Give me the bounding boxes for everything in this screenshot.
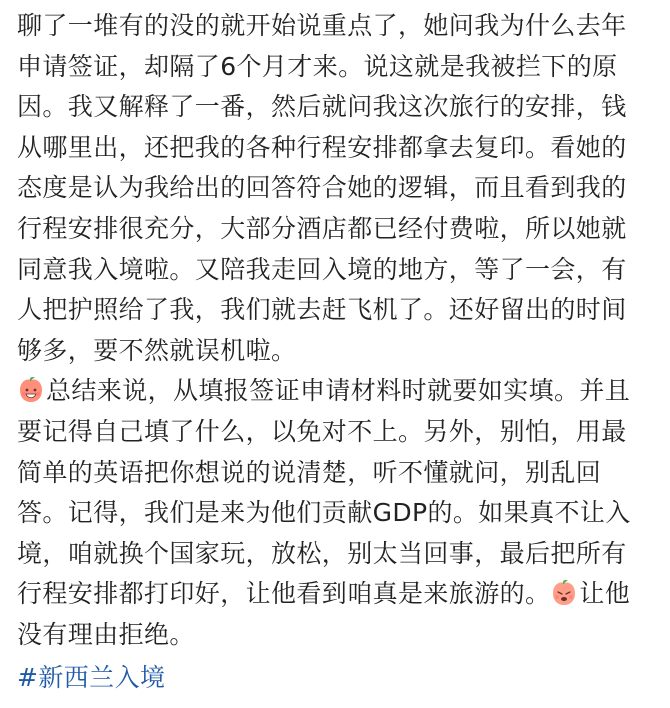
- summary-emoji-line: [17, 574, 657, 615]
- summary-text-line: 境，咱就换个国家玩，放松，别太当回事，最后把所有: [17, 538, 627, 568]
- post-text-line: 申请签证，却隔了6个月才来。说这就是我被拦下的原: [17, 51, 618, 81]
- summary-text: 总结来说，从填报签证申请材料时就要如实填。并且: [46, 376, 631, 406]
- peach-face-emoji-icon: [550, 579, 578, 607]
- peach-face-emoji-icon: [17, 376, 45, 404]
- summary-text-line: 简单的英语把你想说的说清楚，听不懂就问，别乱回: [17, 457, 602, 487]
- summary-text-line: 答。记得，我们是来为他们贡献GDP的。如果真不让入: [17, 498, 631, 528]
- hashtag-link[interactable]: #新西兰入境: [17, 662, 166, 692]
- post-text-line: 够多，要不然就误机啦。: [17, 335, 297, 365]
- post-text-line: 因。我又解释了一番，然后就问我这次旅行的安排，钱: [17, 92, 627, 122]
- post-body: [17, 6, 657, 698]
- post-text-line: 态度是认为我给出的回答符合她的逻辑，而且看到我的: [17, 173, 627, 203]
- hashtag-row: [17, 658, 657, 699]
- post-text-line: 聊了一堆有的没的就开始说重点了，她问我为什么去年: [17, 11, 627, 40]
- post-text-line: 同意我入境啦。又陪我走回入境的地方，等了一会，有: [17, 254, 627, 284]
- summary-first-line: [17, 371, 657, 412]
- post-text-line: 从哪里出，还把我的各种行程安排都拿去复印。看她的: [17, 132, 627, 162]
- post-text-line: 人把护照给了我，我们就去赶飞机了。还好留出的时间: [17, 295, 627, 325]
- summary-text-line: 要记得自己填了什么，以免对不上。另外，别怕，用最: [17, 416, 627, 446]
- summary-final-line: 没有理由拒绝。: [17, 619, 195, 649]
- post-text-line: 行程安排很充分，大部分酒店都已经付费啦，所以她就: [17, 213, 627, 243]
- summary-text: 让他: [579, 579, 631, 609]
- summary-text: 行程安排都打印好，让他看到咱真是来旅游的。: [17, 579, 551, 609]
